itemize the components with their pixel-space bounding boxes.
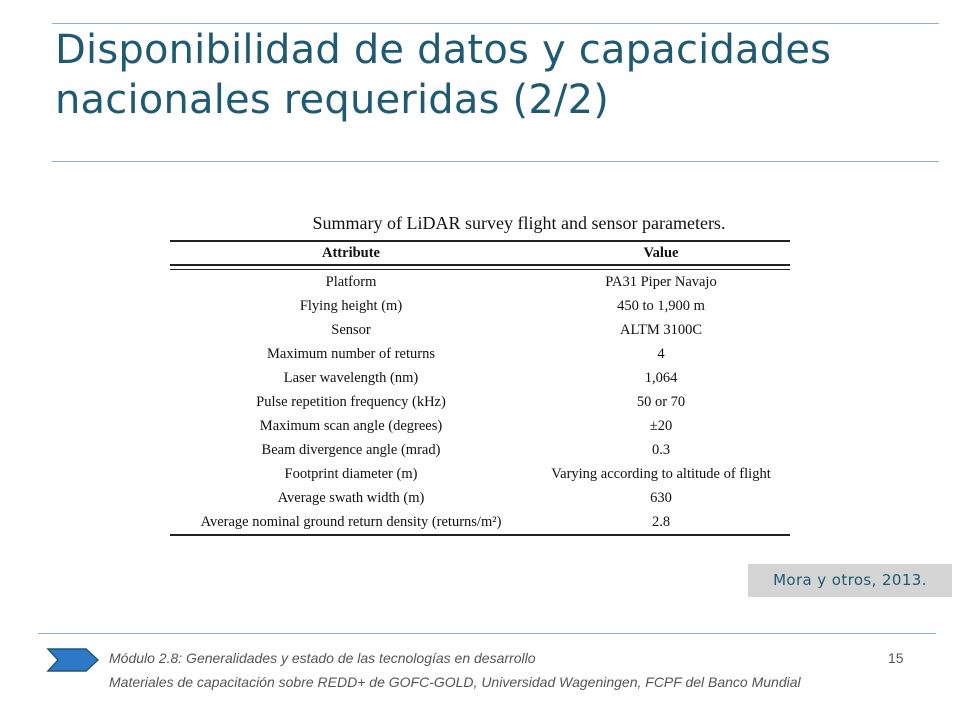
table-row (170, 270, 790, 295)
value-cell: 4 (657, 345, 665, 362)
value-cell: ALTM 3100C (619, 321, 703, 338)
table-row (170, 294, 790, 318)
attribute-cell: Sensor (331, 321, 371, 338)
attribute-cell: Average swath width (m) (277, 489, 425, 506)
citation-box: Mora y otros, 2013. (748, 564, 952, 597)
value-cell: 0.3 (651, 441, 671, 458)
attribute-cell: Flying height (m) (299, 297, 403, 314)
table-caption: Summary of LiDAR survey flight and sensor parameters. (312, 213, 726, 233)
table-row (170, 366, 790, 390)
value-cell: 1,064 (644, 369, 678, 386)
footer-module-text: Módulo 2.8: Generalidades y estado de las tecnologías en desarrollo (109, 650, 536, 666)
header-value: Value (532, 241, 790, 265)
title-divider (52, 161, 939, 162)
lidar-parameters-table-block (170, 206, 790, 536)
attribute-cell: Maximum number of returns (267, 345, 435, 362)
table-row (170, 486, 790, 510)
footer-credits-text: Materiales de capacitación sobre REDD+ de GOFC-GOLD, Universidad Wageningen, FCPF del Banco Mundial (109, 674, 801, 690)
chevron-arrow-icon (46, 647, 100, 673)
value-cell: ±20 (649, 417, 673, 434)
header-attribute: Attribute (170, 241, 532, 265)
table-row (170, 318, 790, 342)
attribute-cell: Laser wavelength (nm) (283, 369, 419, 386)
table-row (170, 342, 790, 366)
table-row (170, 438, 790, 462)
value-cell: 630 (650, 489, 672, 506)
page-number: 15 (888, 650, 904, 666)
slide-title: Disponibilidad de datos y capacidades nacionales requeridas (2/2) (55, 27, 832, 123)
lidar-parameters-table (170, 240, 790, 536)
table-row (170, 414, 790, 438)
value-cell: 450 to 1,900 m (617, 297, 705, 314)
table-header-row (170, 241, 790, 265)
table-body (170, 270, 790, 536)
top-divider (52, 23, 939, 24)
attribute-cell: Maximum scan angle (degrees) (259, 417, 443, 434)
value-cell: 50 or 70 (636, 393, 686, 410)
table-row (170, 462, 790, 486)
attribute-cell: Average nominal ground return density (returns/m²) (170, 510, 532, 535)
value-cell: PA31 Piper Navajo (605, 273, 717, 290)
attribute-cell: Platform (325, 273, 377, 290)
table-row (170, 510, 790, 535)
table-row (170, 390, 790, 414)
value-cell: Varying according to altitude of flight (551, 465, 771, 482)
attribute-cell: Pulse repetition frequency (kHz) (256, 393, 446, 410)
attribute-cell: Footprint diameter (m) (284, 465, 418, 482)
value-cell: 2.8 (532, 510, 790, 535)
attribute-cell: Beam divergence angle (mrad) (261, 441, 441, 458)
footer-divider (38, 633, 936, 634)
